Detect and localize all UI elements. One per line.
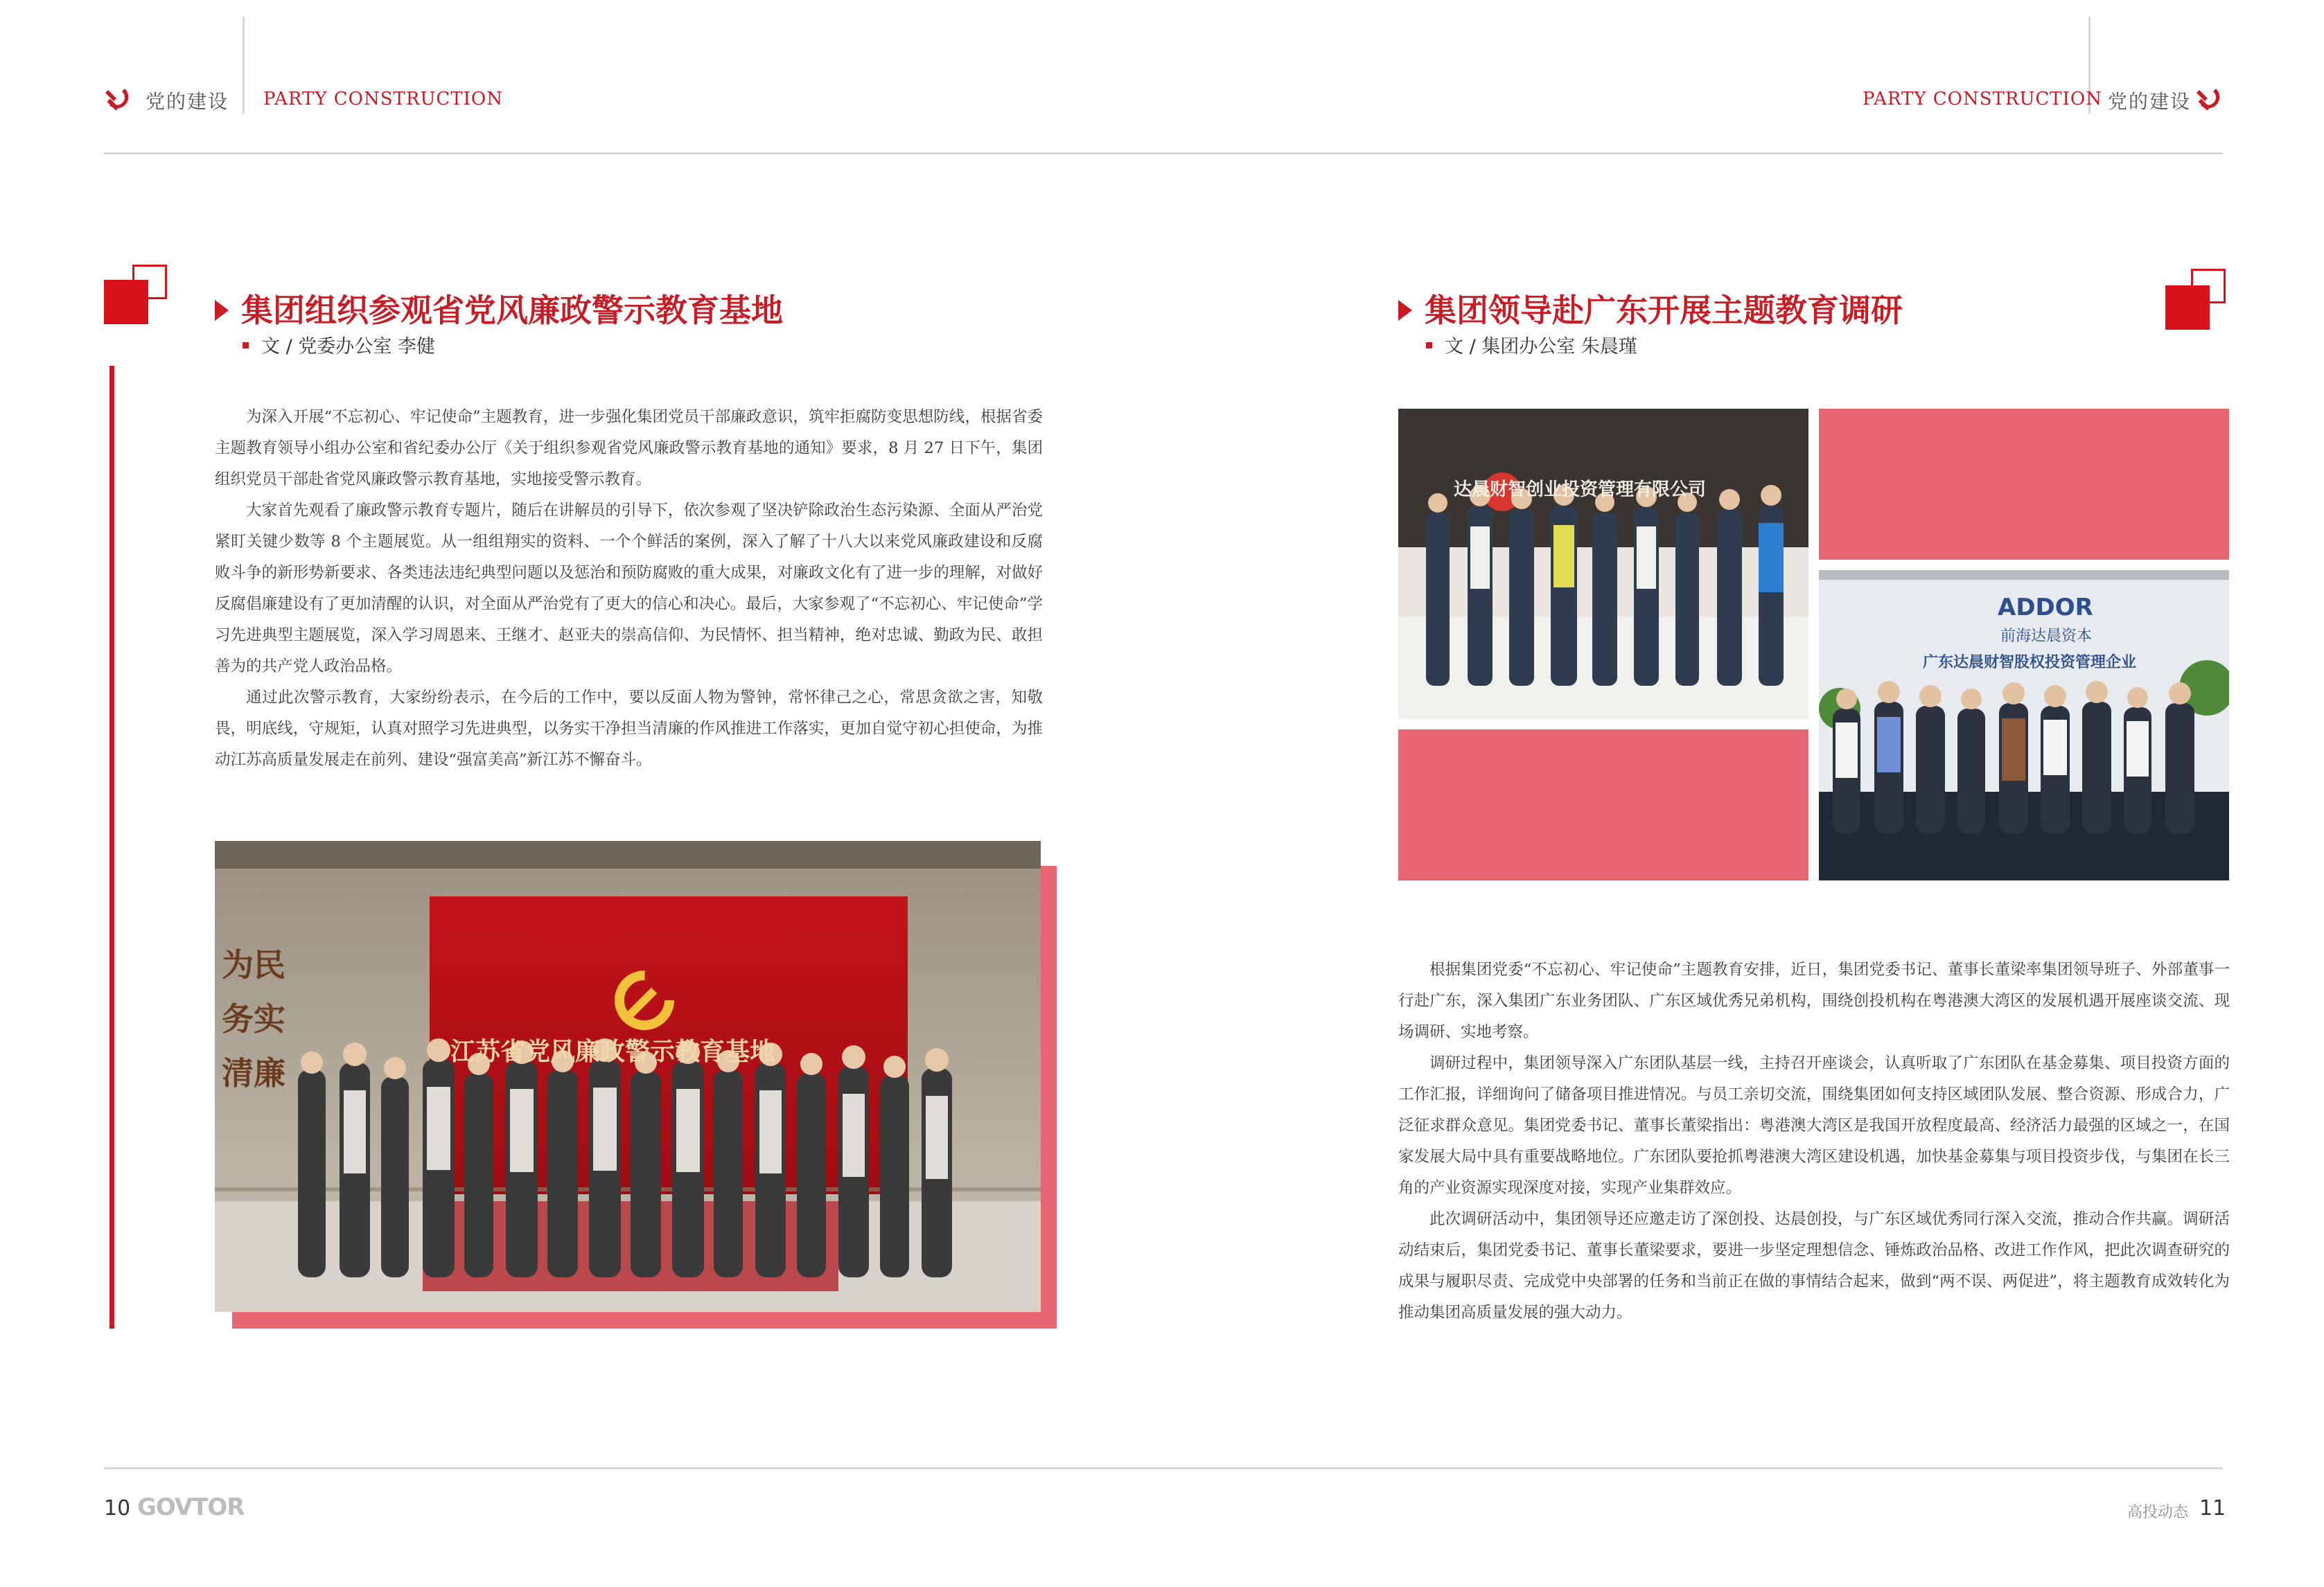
right-group-photo-2	[1819, 570, 2229, 880]
byline-square-icon	[1426, 342, 1432, 348]
title-marker-icon	[215, 300, 229, 321]
footer-right-label: 高投动态	[2127, 1504, 2189, 1521]
right-paragraph-3: 此次调研活动中，集团领导还应邀走访了深创投、达晨创投，与广东区域优秀同行深入交流，推动合作共赢。调研活动结束后，集团党委书记、董事长董梁要求，要进一步坚定理想信念、锤炼政治品格、改进工作作风，把此次调查研究的成果与履职尽责、完成党中央部署的任务和当前正在做的事情结合起来，做到“两不误、两促进”，将主题教育成效转化为推动集团高质量发展的强大动力。	[1398, 1210, 2230, 1322]
right-article-byline-text: 文 / 集团办公室 朱晨瑾	[1445, 336, 1637, 357]
left-photo-scene	[215, 841, 1041, 1312]
right-paragraph-2: 调研过程中，集团领导深入广东团队基层一线，主持召开座谈会，认真听取了广东团队在基金募集、项目投资方面的工作汇报，详细询问了储备项目推进情况。与员工亲切交流，围绕集团如何支持区域团队发展、整合资源、形成合力，广泛征求群众意见。集团党委书记、董事长董梁指出：粤港澳大湾区是我国开放程度最高、经济活力最强的区域之一，在国家发展大局中具有重要战略地位。广东团队要抢抓粤港澳大湾区建设机遇，加快基金募集与项目投资步伐，与集团在长三角的产业资源实现深度对接，实现产业集群效应。	[1398, 1054, 2230, 1197]
photo2-logo-sub: 前海达晨资本	[2000, 628, 2093, 645]
wall-char-line-1: 为民	[222, 946, 285, 984]
right-photo1-scene	[1398, 409, 1808, 719]
right-article-byline	[1426, 331, 1637, 358]
brand-logo: GOVTOR	[137, 1493, 245, 1521]
left-paragraph-1: 为深入开展“不忘初心、牢记使命”主题教育，进一步强化集团党员干部廉政意识，筑牢拒腐防变思想防线，根据省委主题教育领导小组办公室和省纪委办公厅《关于组织参观省党风廉政警示教育基地的通知》要求，8 月 27 日下午，集团组织党员干部赴省党风廉政警示教育基地，实地接受警示教育。	[215, 408, 1043, 488]
photo2-logo-text: ADDOR	[1998, 594, 2093, 621]
header-right-section-en: PARTY CONSTRUCTION	[1863, 89, 2102, 109]
pink-block-top-right	[1819, 409, 2229, 560]
party-emblem-icon	[2195, 85, 2223, 112]
party-emblem-icon	[104, 85, 132, 112]
photo2-wall-text: 广东达晨财智股权投资管理企业	[1923, 654, 2137, 671]
screen-banner-text: 江苏省党风廉政警示教育基地	[450, 1038, 775, 1066]
right-page-number: 11	[2199, 1496, 2226, 1520]
left-article-byline-text: 文 / 党委办公室 李健	[261, 336, 435, 357]
photo1-wall-text: 达晨财智创业投资管理有限公司	[1454, 479, 1707, 500]
left-article-title-text: 集团组织参观省党风廉政警示教育基地	[241, 292, 783, 329]
header-left-section-zh: 党的建设	[146, 90, 229, 113]
left-paragraph-3: 通过此次警示教育，大家纷纷表示，在今后的工作中，要以反面人物为警钟，常怀律己之心，常思贪欲之害，知敬畏，明底线，守规矩，认真对照学习先进典型，以务实干净担当清廉的作风推进工作落实，更加自觉守初心担使命，为推动江苏高质量发展走在前列、建设“强富美高”新江苏不懈奋斗。	[215, 689, 1043, 769]
right-paragraph-1: 根据集团党委“不忘初心、牢记使命”主题教育安排，近日，集团党委书记、董事长董梁率集团领导班子、外部董事一行赴广东，深入集团广东业务团队、广东区域优秀兄弟机构，围绕创投机构在粤港澳大湾区的发展机遇开展座谈交流、现场调研、实地考察。	[1398, 961, 2230, 1041]
header-left-section-en: PARTY CONSTRUCTION	[263, 89, 503, 109]
right-article-body	[1398, 955, 2230, 1329]
corner-decoration-outline	[132, 265, 167, 299]
left-article-title	[215, 285, 783, 331]
header-divider	[104, 152, 2223, 154]
header-right-section-zh: 党的建设	[2108, 90, 2192, 113]
wall-characters	[222, 938, 285, 1100]
byline-square-icon	[243, 342, 249, 348]
corner-decoration-outline	[2191, 269, 2226, 303]
pink-block-bottom-left	[1398, 729, 1808, 880]
left-article-byline	[243, 331, 435, 358]
left-group-photo	[215, 841, 1041, 1312]
wall-char-line-2: 务实	[222, 1000, 285, 1038]
left-accent-bar	[109, 366, 114, 1329]
right-group-photo-1	[1398, 409, 1808, 719]
footer-divider	[104, 1467, 2223, 1469]
left-article-body	[215, 402, 1043, 776]
title-marker-icon	[1398, 300, 1412, 321]
right-article-title-text: 集团领导赴广东开展主题教育调研	[1425, 292, 1903, 329]
left-paragraph-2: 大家首先观看了廉政警示教育专题片，随后在讲解员的引导下，依次参观了坚决铲除政治生态污染源、全面从严治党紧盯关键少数等 8 个主题展览。从一组组翔实的资料、一个个鲜活的案例，深入了解了十八大以来党风廉政建设和反腐败斗争的新形势新要求、各类违法违纪典型问题以及惩治和预防腐败的重大成果，对廉政文化有了进一步的理解，对做好反腐倡廉建设有了更加清醒的认识，对全面从严治党有了更大的信心和决心。最后，大家参观了“不忘初心、牢记使命”学习先进典型主题展览，深入学习周恩来、王继才、赵亚夫的崇高信仰、为民情怀、担当精神，绝对忠诚、勤政为民、敢担善为的共产党人政治品格。	[215, 502, 1043, 675]
header-left-separator	[243, 17, 245, 114]
wall-char-line-3: 清廉	[222, 1054, 285, 1092]
right-article-title	[1398, 285, 1903, 331]
left-page-number: 10	[104, 1496, 131, 1520]
